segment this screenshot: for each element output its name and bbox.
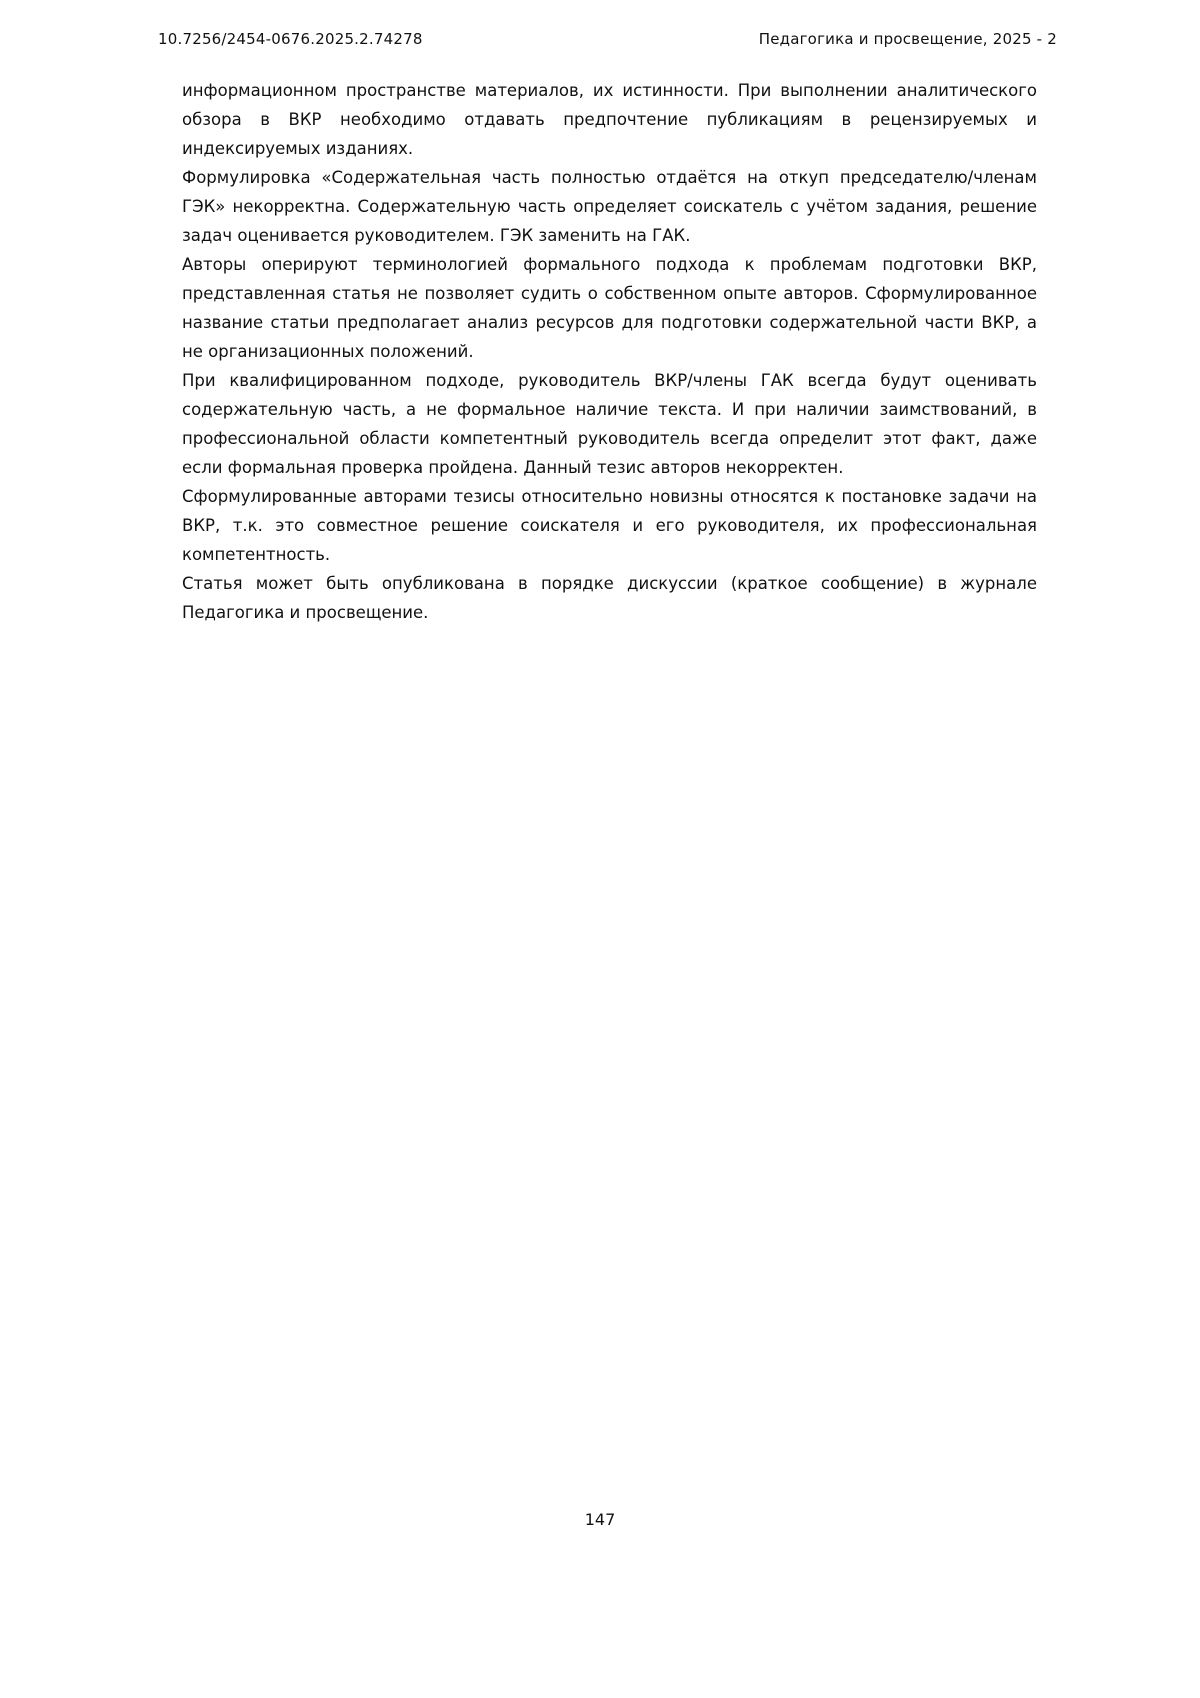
- paragraph: Статья может быть опубликована в порядке дискуссии (краткое сообщение) в журнале Педагогика и просвещение.: [182, 574, 1037, 622]
- article-body: [182, 76, 1037, 627]
- page-footer: [0, 1510, 1200, 1529]
- doi-text: 10.7256/2454-0676.2025.2.74278: [158, 30, 423, 48]
- paragraph: При квалифицированном подходе, руководитель ВКР/члены ГАК всегда будут оценивать содержательную часть, а не формальное наличие текста. И при наличии заимствований, в профессиональной области компетентный руководитель всегда определит этот факт, даже если формальная проверка пройдена. Данный тезис авторов некорректен.: [182, 371, 1037, 477]
- page-number: 147: [584, 1510, 616, 1529]
- paragraph: Сформулированные авторами тезисы относительно новизны относятся к постановке задачи на ВКР, т.к. это совместное решение соискателя и его руководителя, их профессиональная компетентность.: [182, 487, 1037, 564]
- page-header: [158, 30, 1057, 48]
- paragraph: информационном пространстве материалов, их истинности. При выполнении аналитического обзора в ВКР необходимо отдавать предпочтение публикациям в рецензируемых и индексируемых изданиях.: [182, 81, 1037, 158]
- paragraph: Формулировка «Содержательная часть полностью отдаётся на откуп председателю/членам ГЭК» некорректна. Содержательную часть определяет соискатель с учётом задания, решение задач оценивается руководителем. ГЭК заменить на ГАК.: [182, 168, 1037, 245]
- journal-title: Педагогика и просвещение, 2025 - 2: [758, 30, 1057, 48]
- paragraph: Авторы оперируют терминологией формального подхода к проблемам подготовки ВКР, представленная статья не позволяет судить о собственном опыте авторов. Сформулированное название статьи предполагает анализ ресурсов для подготовки содержательной части ВКР, а не организационных положений.: [182, 255, 1037, 361]
